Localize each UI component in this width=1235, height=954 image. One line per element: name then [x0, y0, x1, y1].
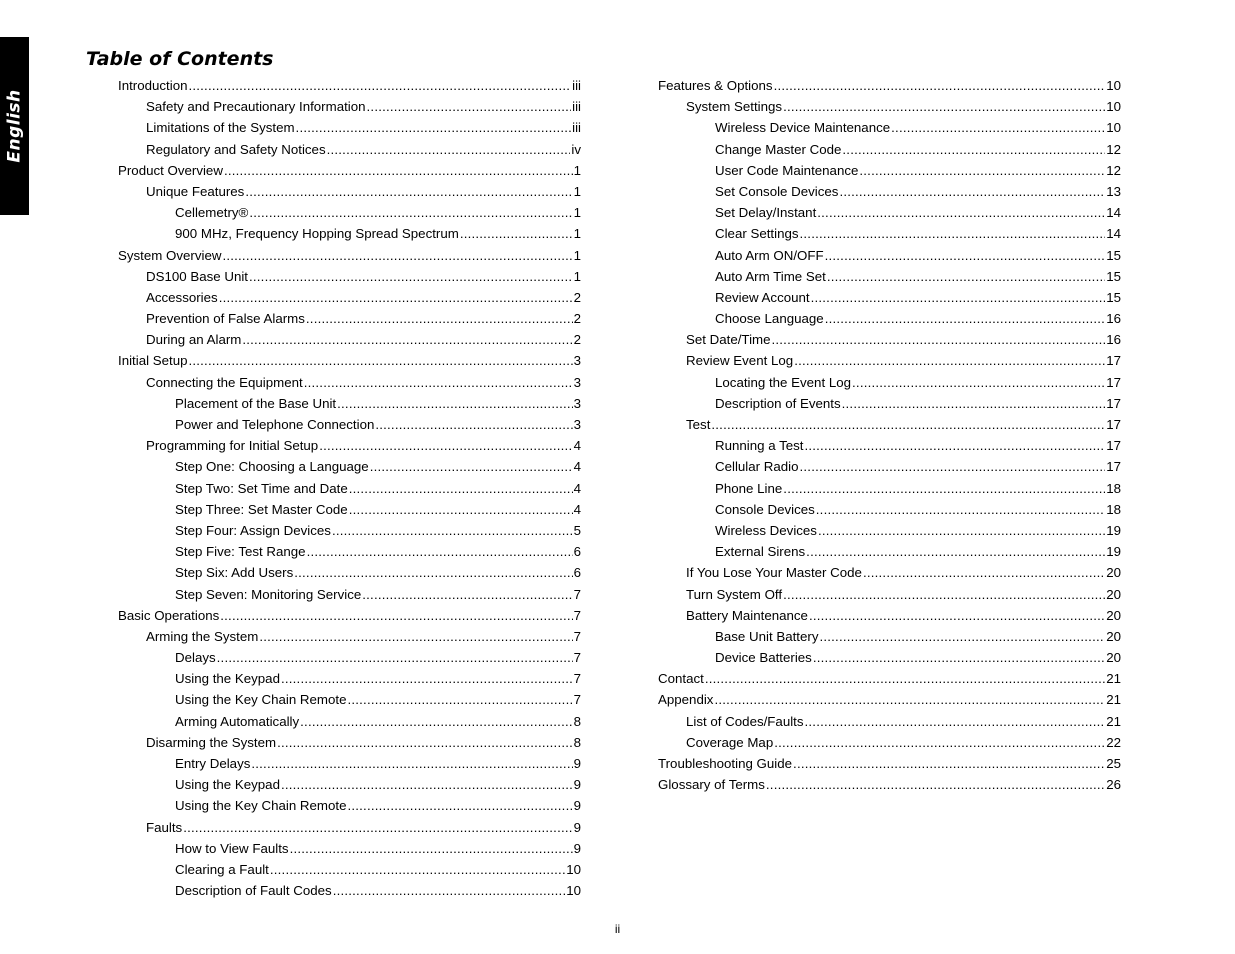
dot-leader	[825, 245, 1106, 266]
toc-entry-page: 15	[1106, 289, 1121, 305]
page-number: ii	[614, 922, 621, 936]
toc-entry[interactable]	[118, 160, 581, 181]
toc-entry-title: Step Two: Set Time and Date	[175, 480, 348, 496]
dot-leader	[711, 414, 1105, 435]
toc-entry-page: 16	[1106, 332, 1121, 348]
toc-entry-page: 1	[573, 226, 581, 242]
dot-leader	[859, 160, 1105, 181]
toc-entry[interactable]	[658, 732, 1121, 753]
toc-entry-title: Troubleshooting Guide	[658, 756, 793, 771]
toc-entry[interactable]	[658, 562, 1121, 583]
toc-entry-title: Unique Features	[146, 183, 245, 199]
dot-leader	[842, 393, 1106, 414]
dot-leader	[809, 605, 1105, 626]
toc-entry[interactable]	[658, 202, 1121, 223]
dot-leader	[224, 160, 573, 181]
toc-entry[interactable]	[118, 308, 581, 329]
toc-entry-title: Disarming the System	[146, 734, 277, 750]
toc-entry-title: Set Console Devices	[715, 183, 839, 199]
toc-entry-page: 17	[1106, 459, 1121, 475]
toc-entry-page: 20	[1106, 628, 1121, 644]
dot-leader	[806, 541, 1105, 562]
toc-entry[interactable]	[658, 541, 1121, 562]
dot-leader	[793, 753, 1105, 774]
toc-entry-title: Using the Keypad	[175, 671, 280, 687]
toc-entry-page: 10	[1106, 78, 1121, 93]
toc-entry-title: Console Devices	[715, 501, 815, 517]
toc-entry-title: Locating the Event Log	[715, 374, 852, 390]
toc-entry-title: DS100 Base Unit	[146, 268, 248, 284]
toc-entry-title: Using the Key Chain Remote	[175, 798, 347, 814]
toc-entry[interactable]	[658, 774, 1121, 795]
dot-leader	[188, 350, 572, 371]
toc-entry-title: Coverage Map	[686, 734, 774, 750]
dot-leader	[852, 372, 1105, 393]
dot-leader	[827, 266, 1105, 287]
toc-entry-title: External Sirens	[715, 544, 806, 560]
toc-entry[interactable]	[658, 711, 1121, 732]
toc-entry[interactable]	[118, 668, 581, 689]
toc-entry[interactable]	[118, 499, 581, 520]
toc-entry-title: Introduction	[118, 78, 188, 93]
toc-entry[interactable]	[658, 689, 1121, 710]
toc-entry[interactable]	[118, 647, 581, 668]
toc-entry-title: Glossary of Terms	[658, 777, 765, 793]
dot-leader	[766, 774, 1105, 795]
toc-entry-page: 7	[573, 650, 581, 666]
toc-entry-title: 900 MHz, Frequency Hopping Spread Spectrum	[175, 226, 459, 242]
toc-entry-title: Choose Language	[715, 311, 824, 327]
toc-entry-page: 4	[573, 501, 581, 517]
toc-entry[interactable]	[118, 393, 581, 414]
toc-entry-page: 4	[573, 459, 581, 475]
toc-entry-page: 9	[573, 819, 581, 835]
toc-entry[interactable]	[118, 520, 581, 541]
toc-entry[interactable]	[658, 372, 1121, 393]
toc-entry-title: Initial Setup	[118, 353, 188, 369]
language-tab	[0, 37, 29, 215]
language-tab-label: English	[4, 89, 25, 163]
toc-entry-page: 10	[1106, 99, 1121, 115]
toc-entry[interactable]	[658, 626, 1121, 647]
toc-entry-page: iv	[571, 141, 581, 157]
toc-entry-title: Step Seven: Monitoring Service	[175, 586, 362, 602]
toc-entry[interactable]	[658, 753, 1121, 774]
dot-leader	[349, 478, 573, 499]
dot-leader	[337, 393, 572, 414]
toc-entry-page: 2	[573, 289, 581, 305]
dot-leader	[794, 350, 1105, 371]
dot-leader	[816, 499, 1105, 520]
toc-entry-page: 25	[1106, 756, 1121, 771]
toc-entry[interactable]	[118, 541, 581, 562]
toc-entry-page: 17	[1106, 353, 1121, 369]
toc-entry-title: Faults	[146, 819, 183, 835]
toc-entry-page: iii	[572, 120, 581, 136]
toc-entry[interactable]	[118, 880, 581, 901]
toc-entry-title: List of Codes/Faults	[686, 713, 804, 729]
toc-entry[interactable]	[658, 75, 1121, 96]
dot-leader	[367, 96, 572, 117]
dot-leader	[249, 202, 572, 223]
toc-entry[interactable]	[118, 732, 581, 753]
dot-leader	[347, 689, 572, 710]
dot-leader	[333, 880, 566, 901]
toc-entry-title: Connecting the Equipment	[146, 374, 303, 390]
toc-entry[interactable]	[658, 478, 1121, 499]
toc-entry-page: 14	[1106, 205, 1121, 221]
toc-entry-title: How to View Faults	[175, 840, 289, 856]
toc-entry-page: 17	[1106, 374, 1121, 390]
toc-entry-page: 7	[573, 607, 581, 623]
dot-leader	[842, 139, 1105, 160]
toc-entry[interactable]	[118, 435, 581, 456]
toc-entry-page: 13	[1106, 183, 1121, 199]
toc-entry[interactable]	[658, 350, 1121, 371]
toc-entry-title: User Code Maintenance	[715, 162, 859, 178]
toc-entry-page: 1	[573, 268, 581, 284]
dot-leader	[281, 668, 573, 689]
toc-entry[interactable]	[658, 329, 1121, 350]
toc-entry-page: 14	[1106, 226, 1121, 242]
toc-entry-title: Clearing a Fault	[175, 861, 269, 877]
dot-leader	[259, 626, 572, 647]
toc-entry[interactable]	[118, 245, 581, 266]
toc-entry[interactable]	[118, 605, 581, 626]
toc-entry-title: If You Lose Your Master Code	[686, 565, 862, 581]
toc-entry[interactable]	[118, 753, 581, 774]
toc-entry-page: 7	[573, 692, 581, 708]
toc-entry[interactable]	[118, 372, 581, 393]
toc-entry-title: Wireless Devices	[715, 522, 817, 538]
toc-entry-title: Power and Telephone Connection	[175, 417, 375, 432]
page-title: Table of Contents	[86, 48, 274, 70]
toc-entry-title: Description of Events	[715, 395, 841, 411]
toc-entry-title: Device Batteries	[715, 650, 812, 666]
toc-entry[interactable]	[658, 287, 1121, 308]
toc-entry[interactable]	[118, 202, 581, 223]
toc-entry[interactable]	[658, 499, 1121, 520]
dot-leader	[800, 456, 1106, 477]
toc-entry-page: 6	[573, 565, 581, 581]
toc-entry-page: 17	[1106, 417, 1121, 432]
toc-entry-title: Review Event Log	[686, 353, 794, 369]
dot-leader	[251, 753, 572, 774]
toc-entry-title: Clear Settings	[715, 226, 799, 242]
toc-entry-title: Running a Test	[715, 438, 804, 454]
dot-leader	[705, 668, 1105, 689]
dot-leader	[783, 584, 1105, 605]
toc-entry-title: Limitations of the System	[146, 120, 295, 136]
toc-entry-page: 20	[1106, 650, 1121, 666]
toc-entry-title: Safety and Precautionary Information	[146, 99, 366, 115]
toc-entry-page: 2	[573, 332, 581, 348]
dot-leader	[805, 711, 1106, 732]
toc-entry-title: Programming for Initial Setup	[146, 438, 319, 454]
toc-entry-page: 10	[566, 861, 581, 877]
toc-entry-page: 20	[1106, 565, 1121, 581]
toc-entry-title: Appendix	[658, 692, 714, 708]
toc-entry-page: 10	[566, 883, 581, 899]
toc-entry-page: 17	[1106, 438, 1121, 454]
toc-entry-title: Contact	[658, 671, 704, 687]
dot-leader	[825, 308, 1106, 329]
toc-entry[interactable]	[658, 435, 1121, 456]
dot-leader	[362, 584, 572, 605]
toc-left-column	[118, 75, 581, 901]
toc-entry-title: Accessories	[146, 289, 218, 305]
toc-entry[interactable]	[118, 287, 581, 308]
toc-entry-title: Phone Line	[715, 480, 783, 496]
dot-leader	[277, 732, 573, 753]
dot-leader	[307, 541, 573, 562]
toc-entry-title: Arming the System	[146, 628, 259, 644]
toc-entry[interactable]	[118, 75, 581, 96]
dot-leader	[813, 647, 1105, 668]
toc-entry-page: 20	[1106, 607, 1121, 623]
toc-entry-title: Set Date/Time	[686, 332, 771, 348]
dot-leader	[319, 435, 572, 456]
toc-entry[interactable]	[118, 350, 581, 371]
dot-leader	[891, 117, 1105, 138]
dot-leader	[839, 181, 1105, 202]
toc-entry-title: Turn System Off	[686, 586, 783, 602]
toc-entry-page: 4	[573, 438, 581, 454]
toc-entry[interactable]	[118, 626, 581, 647]
toc-entry[interactable]	[118, 266, 581, 287]
toc-entry-title: During an Alarm	[146, 332, 242, 348]
dot-leader	[863, 562, 1105, 583]
toc-entry[interactable]	[658, 160, 1121, 181]
dot-leader	[242, 329, 572, 350]
dot-leader	[290, 838, 573, 859]
dot-leader	[783, 96, 1105, 117]
dot-leader	[245, 181, 572, 202]
toc-entry-page: 4	[573, 480, 581, 496]
toc-entry[interactable]	[658, 245, 1121, 266]
toc-entry-page: 6	[573, 544, 581, 560]
dot-leader	[220, 605, 572, 626]
toc-entry-page: 2	[573, 311, 581, 327]
toc-entry-page: 19	[1106, 522, 1121, 538]
dot-leader	[294, 562, 572, 583]
toc-entry-title: System Overview	[118, 247, 222, 263]
toc-entry[interactable]	[118, 456, 581, 477]
toc-entry-page: 18	[1106, 501, 1121, 517]
toc-entry-title: Test	[686, 417, 711, 432]
toc-entry-title: Step One: Choosing a Language	[175, 459, 369, 475]
toc-entry[interactable]	[658, 181, 1121, 202]
toc-entry-title: Wireless Device Maintenance	[715, 120, 891, 136]
toc-entry-page: 16	[1106, 311, 1121, 327]
toc-entry-page: 3	[573, 374, 581, 390]
toc-entry[interactable]	[658, 605, 1121, 626]
toc-entry-page: 8	[573, 713, 581, 729]
toc-entry-page: 20	[1106, 586, 1121, 602]
dot-leader	[811, 287, 1106, 308]
toc-entry-title: Auto Arm ON/OFF	[715, 247, 824, 263]
toc-entry-page: 1	[573, 247, 581, 263]
toc-entry-title: Features & Options	[658, 78, 773, 93]
toc-entry-page: 9	[573, 777, 581, 793]
dot-leader	[800, 223, 1106, 244]
toc-entry-page: 19	[1106, 544, 1121, 560]
toc-entry[interactable]	[118, 96, 581, 117]
toc-entry-title: Using the Key Chain Remote	[175, 692, 347, 708]
toc-entry-page: 21	[1106, 671, 1121, 687]
toc-entry[interactable]	[118, 838, 581, 859]
toc-entry[interactable]	[658, 393, 1121, 414]
toc-entry-page: 7	[573, 671, 581, 687]
toc-entry-title: Review Account	[715, 289, 810, 305]
dot-leader	[349, 499, 573, 520]
toc-entry-page: 1	[573, 183, 581, 199]
dot-leader	[300, 711, 572, 732]
toc-entry[interactable]	[118, 223, 581, 244]
toc-entry[interactable]	[118, 414, 581, 435]
toc-entry-page: 12	[1106, 141, 1121, 157]
toc-entry[interactable]	[118, 689, 581, 710]
toc-entry-page: 7	[573, 628, 581, 644]
dot-leader	[306, 308, 573, 329]
dot-leader	[774, 732, 1105, 753]
dot-leader	[818, 520, 1105, 541]
toc-entry-title: Cellular Radio	[715, 459, 799, 475]
toc-entry[interactable]	[118, 774, 581, 795]
dot-leader	[222, 245, 572, 266]
toc-entry-title: Base Unit Battery	[715, 628, 819, 644]
toc-entry-page: 7	[573, 586, 581, 602]
toc-entry[interactable]	[118, 562, 581, 583]
toc-entry[interactable]	[658, 520, 1121, 541]
toc-entry-page: 15	[1106, 268, 1121, 284]
toc-entry[interactable]	[118, 329, 581, 350]
toc-entry[interactable]	[118, 139, 581, 160]
toc-entry-page: 12	[1106, 162, 1121, 178]
toc-entry-page: 3	[573, 417, 581, 432]
toc-entry-page: 17	[1106, 395, 1121, 411]
toc-entry[interactable]	[118, 117, 581, 138]
dot-leader	[370, 456, 573, 477]
toc-entry[interactable]	[658, 584, 1121, 605]
toc-entry[interactable]	[658, 414, 1121, 435]
toc-entry[interactable]	[118, 181, 581, 202]
toc-entry[interactable]	[658, 266, 1121, 287]
toc-entry-page: 9	[573, 756, 581, 771]
toc-entry[interactable]	[118, 711, 581, 732]
toc-entry[interactable]	[118, 817, 581, 838]
toc-entry-page: 1	[573, 205, 581, 221]
toc-entry[interactable]	[658, 139, 1121, 160]
toc-entry-title: Change Master Code	[715, 141, 842, 157]
toc-entry-page: 21	[1106, 713, 1121, 729]
toc-entry[interactable]	[658, 647, 1121, 668]
toc-entry-title: Step Five: Test Range	[175, 544, 306, 560]
toc-entry-title: Placement of the Base Unit	[175, 395, 337, 411]
dot-leader	[774, 75, 1106, 96]
dot-leader	[296, 117, 572, 138]
toc-entry-page: iii	[572, 78, 581, 93]
toc-entry-page: 21	[1106, 692, 1121, 708]
toc-entry[interactable]	[118, 584, 581, 605]
toc-entry[interactable]	[118, 795, 581, 816]
toc-entry-page: 9	[573, 840, 581, 856]
toc-entry-title: Battery Maintenance	[686, 607, 808, 623]
toc-entry[interactable]	[118, 859, 581, 880]
toc-entry-page: 3	[573, 353, 581, 369]
dot-leader	[332, 520, 573, 541]
dot-leader	[772, 329, 1106, 350]
toc-entry-page: 9	[573, 798, 581, 814]
dot-leader	[460, 223, 573, 244]
toc-right-column	[658, 75, 1121, 795]
toc-entry-page: 3	[573, 395, 581, 411]
toc-entry-page: 1	[573, 162, 581, 178]
toc-entry-title: Arming Automatically	[175, 713, 300, 729]
toc-entry-page: 5	[573, 522, 581, 538]
toc-entry-title: Regulatory and Safety Notices	[146, 141, 326, 157]
toc-entry[interactable]	[658, 117, 1121, 138]
toc-entry-page: 18	[1106, 480, 1121, 496]
dot-leader	[188, 75, 571, 96]
toc-entry-page: 8	[573, 734, 581, 750]
toc-entry-page: 15	[1106, 247, 1121, 263]
toc-entry-page: 10	[1106, 120, 1121, 136]
toc-entry-title: Prevention of False Alarms	[146, 311, 305, 327]
toc-entry-title: Description of Fault Codes	[175, 883, 332, 899]
toc-entry-title: Delays	[175, 650, 216, 666]
dot-leader	[819, 626, 1105, 647]
toc-entry-page: 22	[1106, 734, 1121, 750]
dot-leader	[327, 139, 571, 160]
toc-entry-title: Basic Operations	[118, 607, 220, 623]
toc-entry-title: System Settings	[686, 99, 783, 115]
toc-entry-title: Using the Keypad	[175, 777, 280, 793]
dot-leader	[217, 647, 573, 668]
toc-entry-title: Step Three: Set Master Code	[175, 501, 348, 517]
toc-entry-title: Step Four: Assign Devices	[175, 522, 331, 538]
dot-leader	[183, 817, 572, 838]
toc-entry-title: Cellemetry®	[175, 205, 249, 221]
dot-leader	[347, 795, 572, 816]
dot-leader	[804, 435, 1105, 456]
toc-entry[interactable]	[658, 308, 1121, 329]
dot-leader	[270, 859, 565, 880]
dot-leader	[249, 266, 573, 287]
toc-entry[interactable]	[118, 478, 581, 499]
toc-entry-title: Entry Delays	[175, 756, 251, 771]
toc-entry-title: Step Six: Add Users	[175, 565, 294, 581]
toc-entry-title: Auto Arm Time Set	[715, 268, 826, 284]
toc-entry[interactable]	[658, 456, 1121, 477]
dot-leader	[817, 202, 1105, 223]
toc-entry[interactable]	[658, 668, 1121, 689]
toc-entry-title: Set Delay/Instant	[715, 205, 817, 221]
toc-entry[interactable]	[658, 96, 1121, 117]
dot-leader	[783, 478, 1105, 499]
toc-entry[interactable]	[658, 223, 1121, 244]
dot-leader	[714, 689, 1105, 710]
toc-entry-page: iii	[572, 99, 581, 115]
dot-leader	[281, 774, 573, 795]
dot-leader	[375, 414, 572, 435]
toc-entry-title: Product Overview	[118, 162, 223, 178]
toc-entry-page: 26	[1106, 777, 1121, 793]
dot-leader	[219, 287, 573, 308]
dot-leader	[304, 372, 573, 393]
